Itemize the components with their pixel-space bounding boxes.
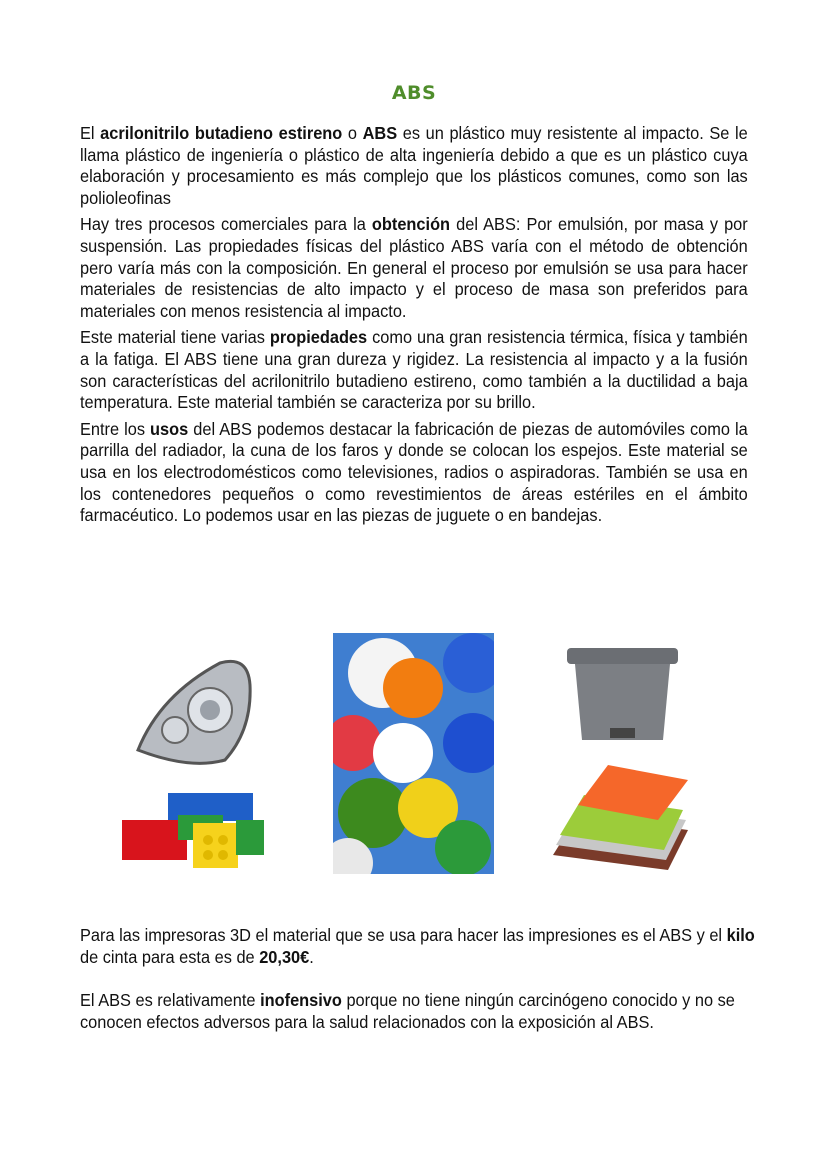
text-segment: El	[80, 123, 101, 143]
paragraph	[80, 214, 748, 322]
plastic-caps-image	[333, 633, 494, 874]
main-text	[80, 123, 748, 532]
lego-bricks-image	[118, 785, 268, 870]
paragraph	[80, 990, 768, 1033]
trash-bin-image	[565, 640, 680, 748]
text-segment: como una gran resistencia térmica, física y también a la fatiga. El ABS tiene una gran dureza y rigidez. La resistencia al impacto y a la fusión son características del acrilonitrilo butadieno estireno, como también a la ductilidad a baja temperatura. Este material también se caracteriza por su brillo.	[80, 327, 748, 413]
bold-term: kilo	[726, 925, 755, 945]
bold-term: propiedades	[269, 327, 368, 348]
bottom-text	[80, 925, 780, 1055]
text-segment: o	[342, 123, 363, 143]
text-segment: El ABS es relativamente	[80, 990, 261, 1011]
paragraph	[80, 123, 748, 209]
bold-term: obtención	[371, 214, 451, 235]
text-segment: .	[309, 946, 314, 967]
plastic-trays-image	[548, 760, 693, 880]
bold-term: inofensivo	[260, 990, 342, 1011]
bold-term: acrilonitrilo butadieno estireno	[100, 123, 343, 143]
document-title: ABS	[391, 82, 437, 104]
text-segment: Para las impresoras 3D el material que se usa para hacer las impresiones es el ABS y el	[80, 925, 727, 945]
bold-term: 20,30€	[259, 946, 310, 967]
text-segment: Este material tiene varias	[80, 327, 270, 348]
bold-term: usos	[150, 418, 189, 439]
text-segment: de cinta para esta es de	[80, 946, 260, 967]
text-segment: del ABS: Por emulsión, por masa y por suspensión. Las propiedades físicas del plástico ABS varía con el método de obtención pero varía más con la composición. En general el proceso por emulsión se usa para hacer materiales de resistencias de alto impacto y el proceso de masa son preferidos para materiales con menos resistencia al impacto.	[80, 214, 748, 321]
paragraph	[80, 925, 768, 968]
paragraph	[80, 327, 748, 413]
text-segment: Hay tres procesos comerciales para la	[80, 214, 372, 235]
text-segment: del ABS podemos destacar la fabricación de piezas de automóviles como la parrilla del radiador, la cuna de los faros y donde se colocan los espejos. Este material se usa en los electrodomésticos como televisiones, radios o aspiradoras. También se usa en los contenedores pequeños o como revestimientos de áreas estériles en el ámbito farmacéutico. Lo podemos usar en las piezas de juguete o en bandejas.	[80, 418, 748, 526]
car-headlight-image	[130, 655, 254, 770]
text-segment: porque no tiene ningún carcinógeno conocido y no se conocen efectos adversos para la salud relacionados con la exposición al ABS.	[80, 990, 735, 1032]
text-segment: Entre los	[80, 418, 151, 439]
bold-term: ABS	[362, 123, 398, 143]
text-segment: es un plástico muy resistente al impacto. Se le llama plástico de ingeniería o plástico de alta ingeniería debido a que es un plástico cuya elaboración y procesamiento es más complejo que los plásticos comunes, como son las polioleofinas	[80, 123, 748, 208]
paragraph	[80, 419, 748, 527]
